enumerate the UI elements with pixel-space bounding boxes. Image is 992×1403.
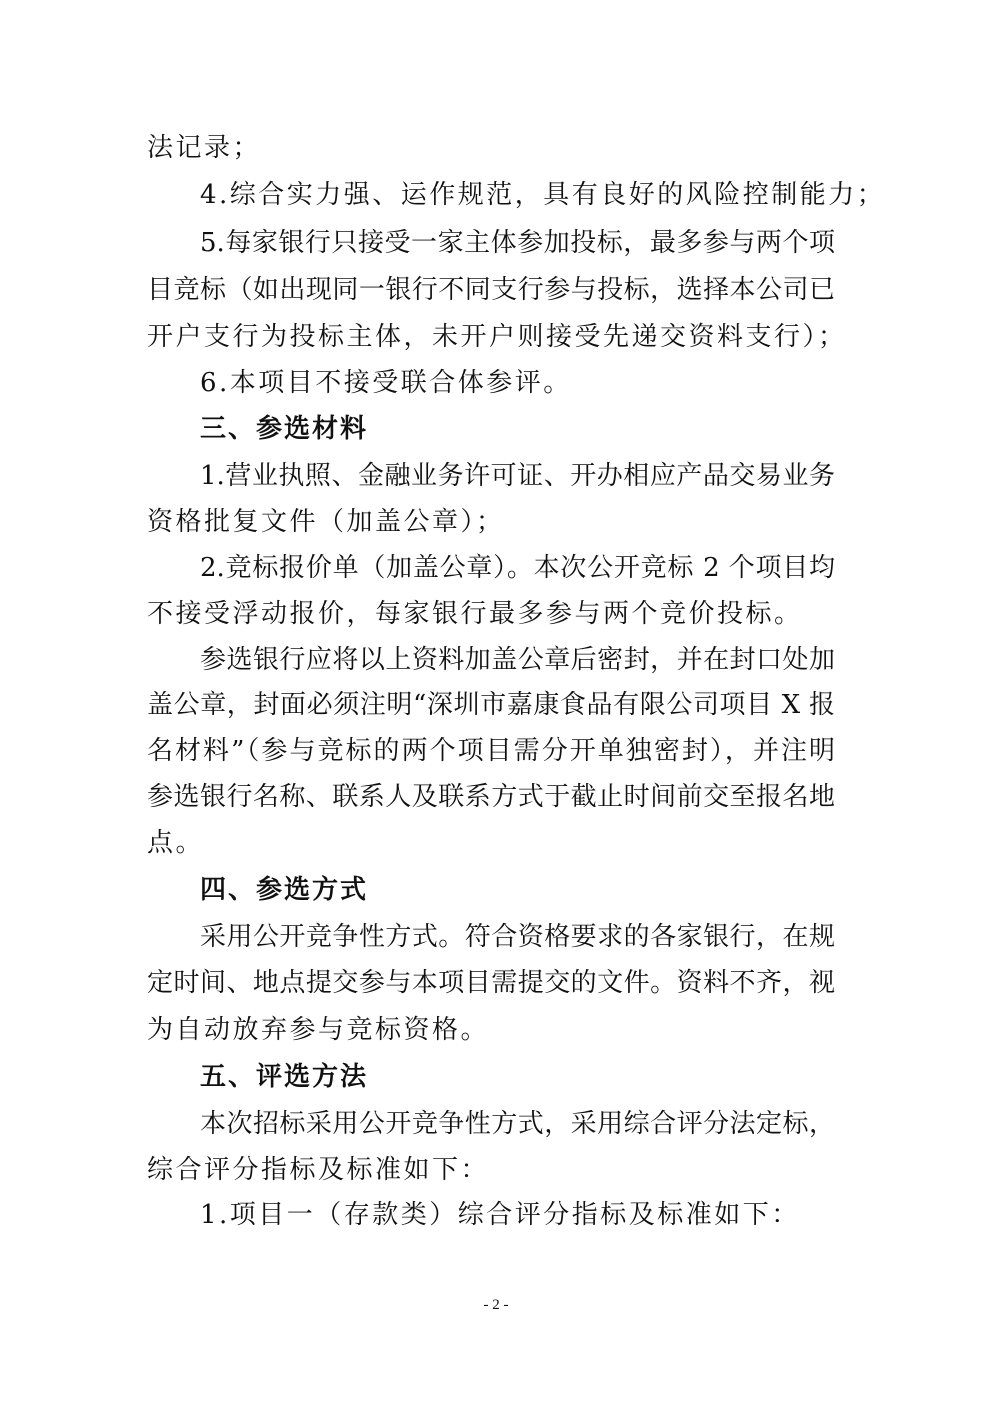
text-line: 4.综合实力强、运作规范，具有良好的风险控制能力； [200, 180, 886, 210]
text-line: 开户支行为投标主体，未开户则接受先递交资料支行）； [147, 322, 847, 352]
text-line: 5.每家银行只接受一家主体参加投标，最多参与两个项 [200, 228, 835, 258]
text-line: 盖公章，封面必须注明“深圳市嘉康食品有限公司项目 X 报 [147, 690, 835, 720]
text-line: 资格批复文件（加盖公章）； [147, 507, 505, 537]
text-line: 采用公开竞争性方式。符合资格要求的各家银行，在规 [200, 922, 835, 952]
page-number: - 2 - [483, 1297, 509, 1313]
section-heading: 三、参选材料 [200, 414, 369, 444]
text-line: 目竞标（如出现同一银行不同支行参与投标，选择本公司已 [147, 275, 835, 305]
text-line: 定时间、地点提交参与本项目需提交的文件。资料不齐，视 [147, 968, 835, 998]
text-line: 为自动放弃参与竞标资格。 [147, 1015, 490, 1045]
text-line: 2.竞标报价单（加盖公章）。本次公开竞标 2 个项目均 [200, 553, 835, 583]
text-line: 点。 [147, 828, 205, 858]
text-line: 名材料”（参与竞标的两个项目需分开单独密封），并注明 [147, 736, 835, 766]
text-line: 本次招标采用公开竞争性方式，采用综合评分法定标， [200, 1109, 835, 1139]
text-line: 不接受浮动报价，每家银行最多参与两个竞价投标。 [147, 599, 803, 629]
text-line: 6.本项目不接受联合体参评。 [200, 368, 572, 398]
text-line: 综合评分指标及标准如下： [147, 1155, 490, 1185]
text-line: 参选银行名称、联系人及联系方式于截止时间前交至报名地 [147, 782, 835, 812]
text-line: 法记录； [147, 133, 262, 163]
text-line: 1.营业执照、金融业务许可证、开办相应产品交易业务 [200, 461, 835, 491]
text-line: 1.项目一（存款类）综合评分指标及标准如下： [200, 1200, 800, 1230]
section-heading: 五、评选方法 [200, 1062, 369, 1092]
section-heading: 四、参选方式 [200, 875, 369, 905]
text-line: 参选银行应将以上资料加盖公章后密封，并在封口处加 [200, 645, 835, 675]
